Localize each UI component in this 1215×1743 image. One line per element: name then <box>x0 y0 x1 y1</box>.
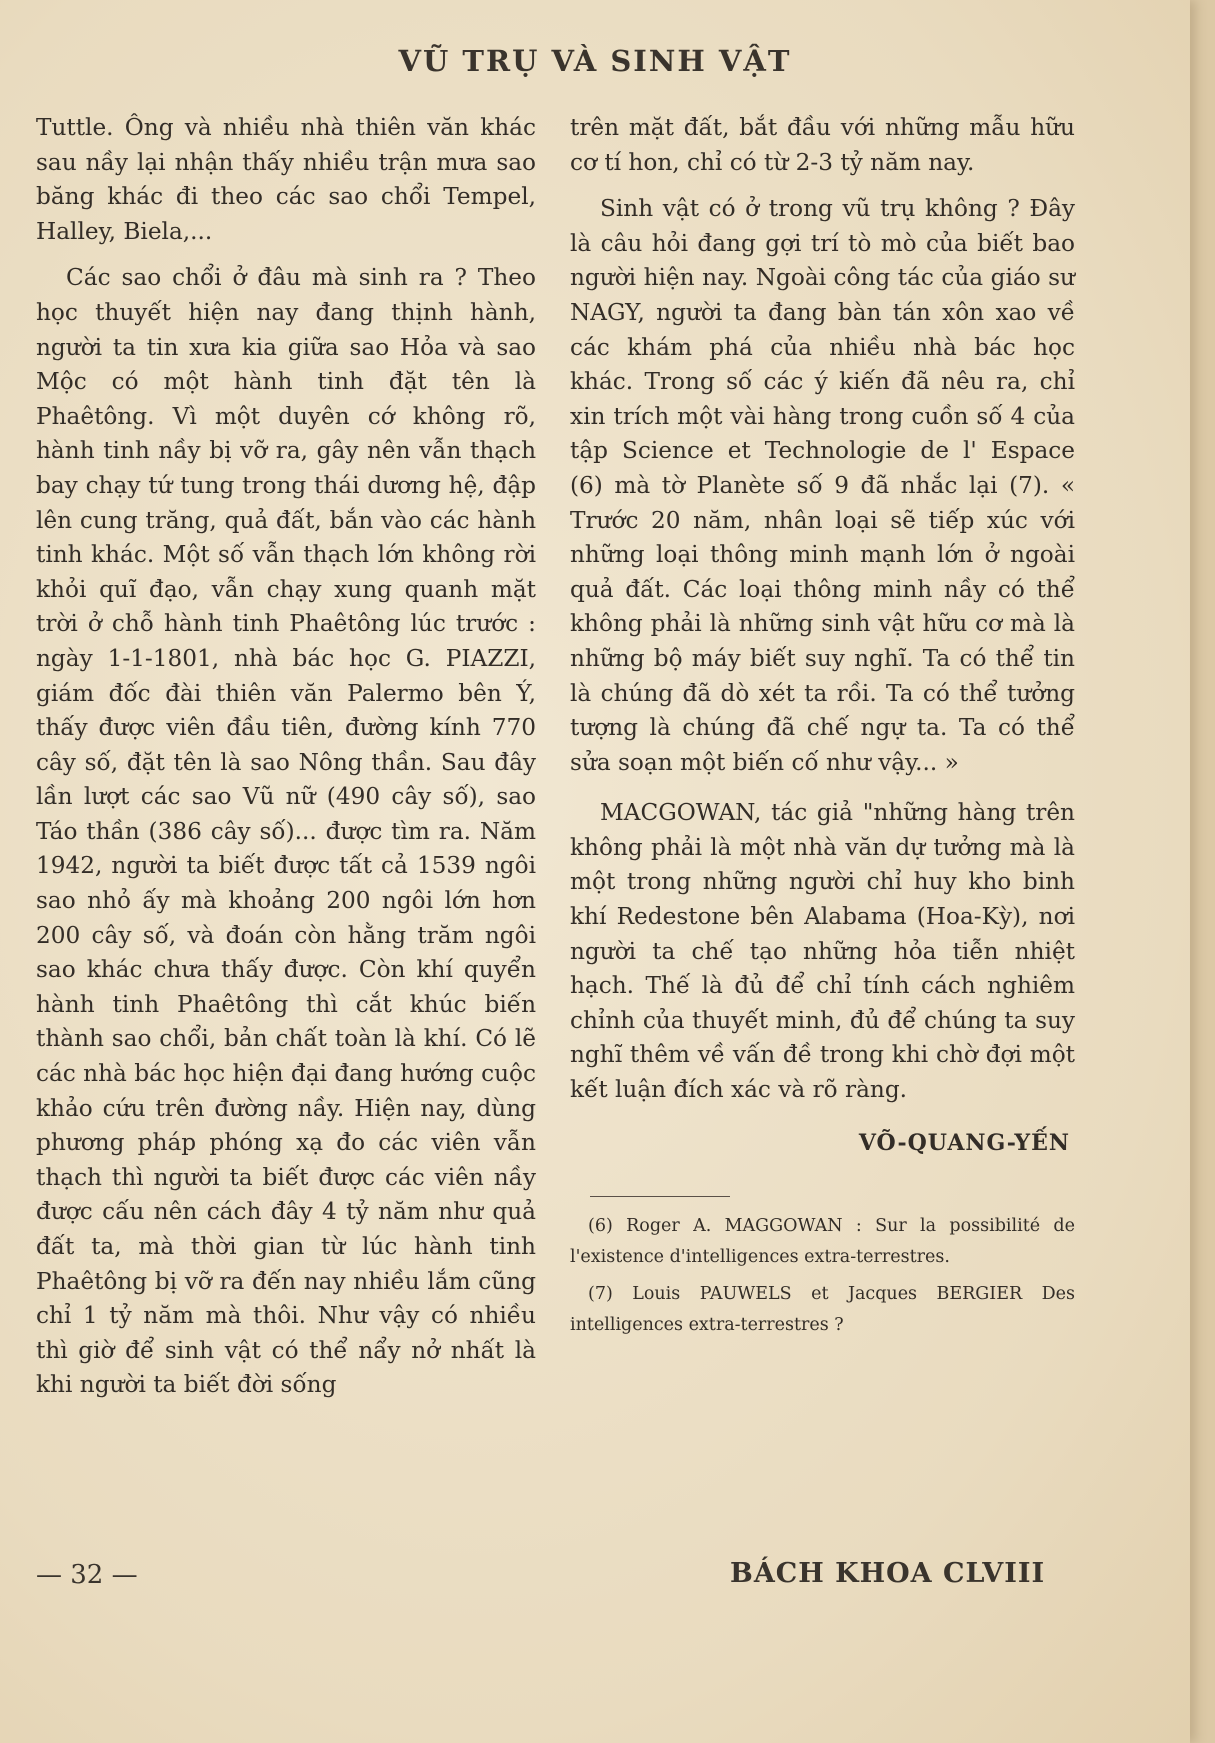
paragraph: Sinh vật có ở trong vũ trụ không ? Đây là câu hỏi đang gợi trí tò mò của biết bao người hiện nay. Ngoài công tác của giáo sư NAGY, người ta đang bàn tán xôn xao về các khám phá của nhiều nhà bác học khác. Trong số các ý kiến đã nêu ra, chỉ xin trích một vài hàng trong cuồn số 4 của tập Science et Technologie de l' Espace (6) mà tờ Planète số 9 đã nhắc lại (7). « Trước 20 năm, nhân loại sẽ tiếp xúc với những loại thông minh mạnh lớn ở ngoài quả đất. Các loại thông minh nầy có thể không phải là những sinh vật hữu cơ mà là những bộ máy biết suy nghĩ. Ta có thể tin là chúng đã dò xét ta rồi. Ta có thể tưởng tượng là chúng đã chế ngự ta. Ta có thể sửa soạn một biến cố như vậy... » <box>570 195 1075 776</box>
left-column <box>36 111 536 1403</box>
page-number: — 32 — <box>36 1560 138 1590</box>
paragraph: trên mặt đất, bắt đầu với những mẫu hữu cơ tí hon, chỉ có từ 2-3 tỷ năm nay. <box>570 114 1075 176</box>
author-signature: VÕ-QUANG-YẾN <box>858 1129 1070 1156</box>
journal-name: BÁCH KHOA CLVIII <box>730 1558 1046 1589</box>
paragraph: Tuttle. Ông và nhiều nhà thiên văn khác sau nầy lại nhận thấy nhiều trận mưa sao băng khác đi theo các sao chổi Tempel, Halley, Biela,... <box>36 114 536 245</box>
right-column <box>570 111 1075 1341</box>
footnote: (7) Louis PAUWELS et Jacques BERGIER Des intelligences extra-terrestres ? <box>570 1284 1075 1336</box>
paragraph: Các sao chổi ở đâu mà sinh ra ? Theo học thuyết hiện nay đang thịnh hành, người ta tin xưa kia giữa sao Hỏa và sao Mộc có một hành tinh đặt tên là Phaêtông. Vì một duyên cớ không rõ, hành tinh nầy bị vỡ ra, gây nên vẫn thạch bay chạy tứ tung trong thái dương hệ, đập lên cung trăng, quả đất, bắn vào các hành tinh khác. Một số vẫn thạch lớn không rời khỏi quĩ đạo, vẫn chạy xung quanh mặt trời ở chỗ hành tinh Phaêtông lúc trước : ngày 1-1-1801, nhà bác học G. PIAZZI, giám đốc đài thiên văn Palermo bên Ý, thấy được viên đầu tiên, đường kính 770 cây số, đặt tên là sao Nông thần. Sau đây lần lượt các sao Vũ nữ (490 cây số), sao Táo thần (386 cây số)... được tìm ra. Năm 1942, người ta biết được tất cả 1539 ngôi sao nhỏ ấy mà khoảng 200 ngôi lớn hơn 200 cây số, và đoán còn hằng trăm ngôi sao khác chưa thấy được. Còn khí quyển hành tinh Phaêtông thì cắt khúc biến thành sao chổi, bản chất toàn là khí. Có lẽ các nhà bác học hiện đại đang hướng cuộc khảo cứu trên đường nầy. Hiện nay, dùng phương pháp phóng xạ đo các viên vẫn thạch thì người ta biết được các viên nầy được cấu nên cách đây 4 tỷ năm như quả đất ta, mà thời gian từ lúc hành tinh Phaêtông bị vỡ ra đến nay nhiều lắm cũng chỉ 1 tỷ năm mà thôi. Như vậy có nhiều thì giờ để sinh vật có thể nẩy nở nhất là khi người ta biết đời sống <box>36 264 536 1399</box>
page-header-title: VŨ TRỤ VÀ SINH VẬT <box>398 44 792 78</box>
paragraph: MACGOWAN, tác giả "những hàng trên không phải là một nhà văn dự tưởng mà là một trong những người chỉ huy kho binh khí Redestone bên Alabama (Hoa-Kỳ), nơi người ta chế tạo những hỏa tiễn nhiệt hạch. Thế là đủ để chỉ tính cách nghiêm chỉnh của thuyết minh, đủ để chúng ta suy nghĩ thêm về vấn đề trong khi chờ đợi một kết luận đích xác và rõ ràng. <box>570 799 1075 1104</box>
footnote: (6) Roger A. MAGGOWAN : Sur la possibilité de l'existence d'intelligences extra-terrestres. <box>570 1216 1075 1268</box>
footnote-divider <box>590 1196 730 1197</box>
